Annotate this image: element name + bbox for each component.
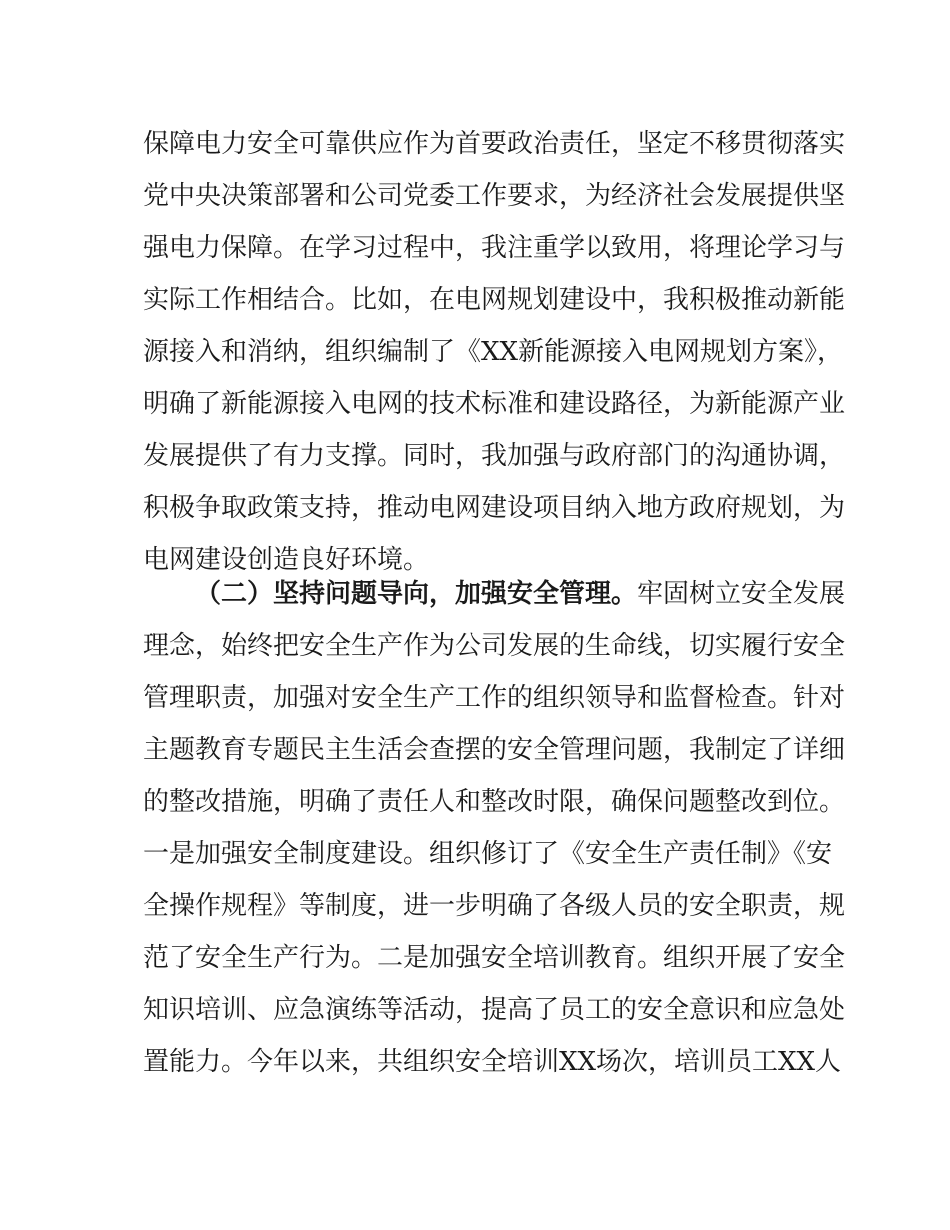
paragraph-2-line-7: 全操作规程》等制度，进一步明确了各级人员的安全职责，规 xyxy=(143,891,846,921)
paragraph-1-line-2: 党中央决策部署和公司党委工作要求，为经济社会发展提供坚 xyxy=(143,181,846,211)
paragraph-2-first-line xyxy=(195,578,846,610)
paragraph-2-line-6: 一是加强安全制度建设。组织修订了《安全生产责任制》《安 xyxy=(143,839,833,869)
paragraph-2-line-9: 知识培训、应急演练等活动，提高了员工的安全意识和应急处 xyxy=(143,995,846,1025)
paragraph-2-line-2: 理念，始终把安全生产作为公司发展的生命线，切实履行安全 xyxy=(143,631,846,661)
paragraph-2-line-3: 管理职责，加强对安全生产工作的组织领导和监督检查。针对 xyxy=(143,683,846,713)
paragraph-1-line-9: 电网建设创造良好环境。 xyxy=(143,545,430,575)
paragraph-1-line-1: 保障电力安全可靠供应作为首要政治责任，坚定不移贯彻落实 xyxy=(143,129,846,159)
paragraph-1-line-7: 发展提供了有力支撑。同时，我加强与政府部门的沟通协调， xyxy=(143,441,846,471)
paragraph-1-line-5: 源接入和消纳，组织编制了《XX新能源接入电网规划方案》， xyxy=(143,337,844,367)
paragraph-1-line-3: 强电力保障。在学习过程中，我注重学以致用，将理论学习与 xyxy=(143,233,846,263)
paragraph-1-line-8: 积极争取政策支持，推动电网建设项目纳入地方政府规划，为 xyxy=(143,493,846,523)
paragraph-1-line-4: 实际工作相结合。比如，在电网规划建设中，我积极推动新能 xyxy=(143,285,846,315)
paragraph-2-line-5: 的整改措施，明确了责任人和整改时限，确保问题整改到位。 xyxy=(143,787,846,817)
section-heading: （二）坚持问题导向，加强安全管理。 xyxy=(195,579,638,609)
paragraph-1-line-6: 明确了新能源接入电网的技术标准和建设路径，为新能源产业 xyxy=(143,389,846,419)
paragraph-2-line-10: 置能力。今年以来，共组织安全培训XX场次，培训员工XX人 xyxy=(143,1047,842,1077)
paragraph-2-line-4: 主题教育专题民主生活会查摆的安全管理问题，我制定了详细 xyxy=(143,735,846,765)
paragraph-2-line-8: 范了安全生产行为。二是加强安全培训教育。组织开展了安全 xyxy=(143,943,846,973)
section-heading-continuation: 牢固树立安全发展 xyxy=(637,579,846,609)
